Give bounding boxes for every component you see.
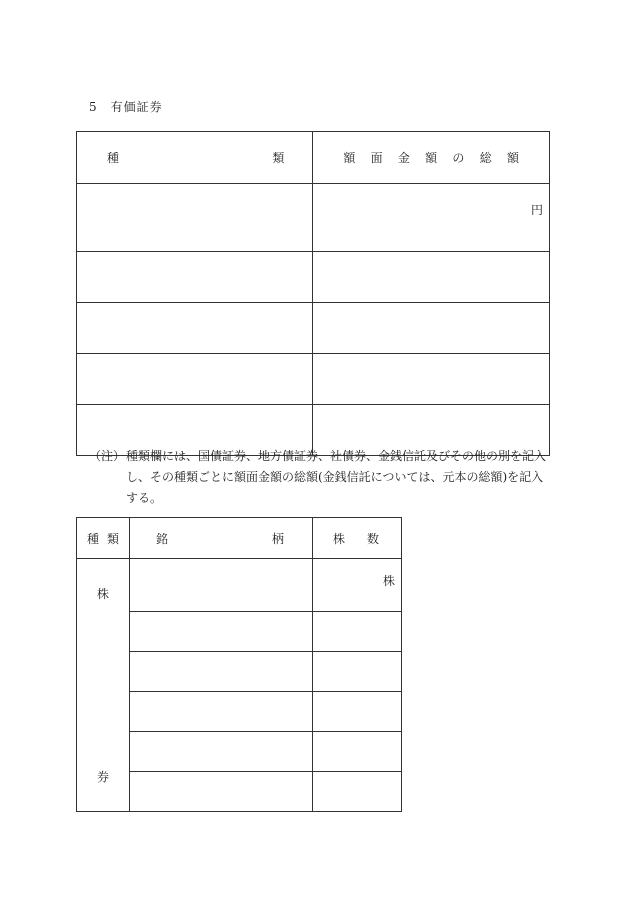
brand-cell[interactable] bbox=[130, 612, 313, 652]
shares-header bbox=[313, 518, 402, 559]
table-header-row bbox=[77, 132, 550, 184]
kind-header-char: 種 bbox=[107, 151, 120, 165]
amount-header-char: 額 bbox=[343, 151, 356, 165]
section-heading: 有価証券 bbox=[110, 100, 163, 114]
section-title bbox=[89, 98, 163, 115]
shares-cell[interactable] bbox=[313, 612, 402, 652]
amount-header-char: 額 bbox=[506, 151, 519, 165]
shares-cell[interactable] bbox=[313, 692, 402, 732]
table-row bbox=[77, 303, 550, 354]
table-header-row bbox=[77, 518, 402, 559]
table-row bbox=[77, 354, 550, 405]
kind-cell[interactable] bbox=[77, 184, 313, 252]
kind-label-bottom: 券 bbox=[96, 770, 109, 784]
amount-header bbox=[313, 132, 550, 184]
brand-cell[interactable] bbox=[130, 559, 313, 612]
kind-cell[interactable] bbox=[77, 303, 313, 354]
amount-header-char: 金 bbox=[397, 151, 410, 165]
table-row bbox=[77, 252, 550, 303]
shares-header-char: 株 bbox=[333, 531, 346, 546]
brand-header-char: 柄 bbox=[271, 531, 284, 546]
note-text: 種類欄には、国債証券、地方債証券、社債券、金銭信託及びその他の別を記入し、その種類ごとに額面金額の総額(金銭信託については、元本の総額)を記入する。 bbox=[126, 449, 547, 505]
kind-cell[interactable] bbox=[77, 354, 313, 405]
kind-cell[interactable] bbox=[77, 252, 313, 303]
amount-header-char: の bbox=[452, 151, 465, 165]
amount-header-char: 額 bbox=[425, 151, 438, 165]
kind-header bbox=[77, 518, 130, 559]
table-row bbox=[77, 184, 550, 252]
table-row bbox=[77, 559, 402, 612]
brand-cell[interactable] bbox=[130, 692, 313, 732]
shares-cell[interactable] bbox=[313, 559, 402, 612]
amount-header-char: 総 bbox=[479, 151, 492, 165]
shares-cell[interactable] bbox=[313, 772, 402, 812]
kind-header-char: 種 bbox=[87, 531, 100, 546]
amount-cell[interactable] bbox=[313, 184, 550, 252]
note-label: （注） bbox=[89, 449, 126, 463]
amount-cell[interactable] bbox=[313, 252, 550, 303]
yen-unit: 円 bbox=[530, 203, 543, 217]
shares-unit: 株 bbox=[382, 574, 395, 588]
amount-cell[interactable] bbox=[313, 303, 550, 354]
stock-kind-cell bbox=[77, 559, 130, 812]
shares-header-char: 数 bbox=[366, 531, 379, 546]
amount-cell[interactable] bbox=[313, 354, 550, 405]
brand-cell[interactable] bbox=[130, 772, 313, 812]
stocks-table bbox=[76, 517, 402, 812]
kind-header bbox=[77, 132, 313, 184]
brand-header bbox=[130, 518, 313, 559]
kind-header-char: 類 bbox=[106, 531, 119, 546]
securities-table bbox=[76, 131, 550, 456]
shares-cell[interactable] bbox=[313, 652, 402, 692]
note bbox=[89, 446, 554, 509]
brand-header-char: 銘 bbox=[156, 531, 169, 546]
brand-cell[interactable] bbox=[130, 652, 313, 692]
shares-cell[interactable] bbox=[313, 732, 402, 772]
brand-cell[interactable] bbox=[130, 732, 313, 772]
amount-header-char: 面 bbox=[370, 151, 383, 165]
kind-label-top: 株 bbox=[96, 587, 109, 601]
section-number: 5 bbox=[89, 100, 98, 114]
kind-header-char: 類 bbox=[272, 151, 285, 165]
